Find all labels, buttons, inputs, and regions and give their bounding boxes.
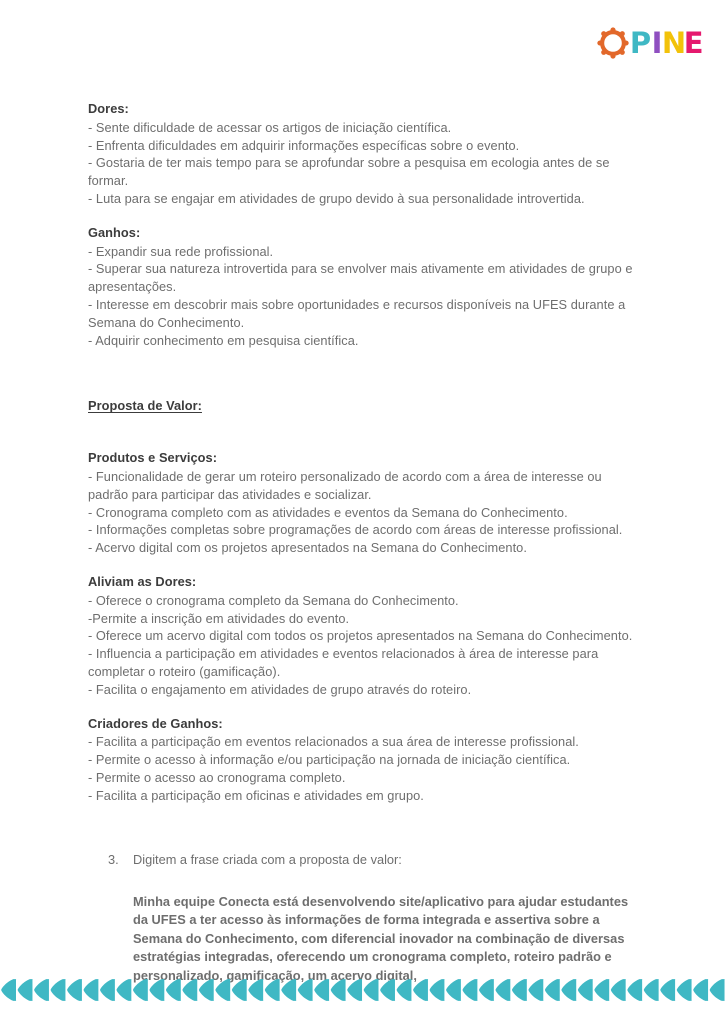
chevron-icon — [199, 979, 214, 1001]
chevron-icon — [133, 979, 148, 1001]
chevron-icon — [693, 979, 708, 1001]
section-criadores-de-ganhos — [88, 715, 644, 805]
chevron-icon — [397, 979, 412, 1001]
chevron-icon — [578, 979, 593, 1001]
chevron-icon — [331, 979, 346, 1001]
criadores-line-1: - Facilita a participação em eventos relacionados a sua área de interesse profissional. — [88, 734, 579, 750]
chevron-icon — [347, 979, 362, 1001]
chevron-icon — [1, 979, 16, 1001]
chevron-icon — [430, 979, 445, 1001]
opine-logo — [597, 22, 703, 64]
ganhos-line-4: - Adquirir conhecimento em pesquisa científica. — [88, 332, 359, 348]
section-aliviam-as-dores — [88, 573, 644, 699]
section-heading-aliviam-as-dores: Aliviam as Dores: — [88, 573, 197, 589]
chevron-icon — [265, 979, 280, 1001]
logo-letter-n: N — [661, 25, 686, 60]
section-heading-dores: Dores: — [88, 101, 129, 116]
chevron-icon — [166, 979, 181, 1001]
chevron-icon — [314, 979, 329, 1001]
dores-line-4: - Luta para se engajar em atividades de grupo devido à sua personalidade introvertida. — [88, 190, 585, 206]
chevron-icon — [380, 979, 395, 1001]
produtos-line-3: - Informações completas sobre programações de acordo com áreas de interesse profissional. — [88, 522, 623, 538]
sunburst-ring-icon — [597, 27, 629, 59]
chevron-icon — [281, 979, 296, 1001]
section-heading-ganhos: Ganhos: — [88, 224, 141, 240]
ganhos-line-1: - Expandir sua rede profissional. — [88, 243, 274, 259]
aliviam-line-4: - Influencia a participação em atividades e eventos relacionados à área de interesse para completar o roteiro (gamificação). — [88, 646, 599, 679]
chevron-icon — [298, 979, 313, 1001]
proposta-spacer — [88, 431, 644, 449]
chevron-icon — [232, 979, 247, 1001]
chevron-icon — [413, 979, 428, 1001]
section-heading-criadores-de-ganhos: Criadores de Ganhos: — [88, 715, 223, 731]
aliviam-line-5: - Facilita o engajamento em atividades de grupo através do roteiro. — [88, 681, 472, 697]
document-body — [88, 100, 644, 985]
section-heading-produtos-e-servicos: Produtos e Serviços: — [88, 450, 218, 466]
chevron-icon — [364, 979, 379, 1001]
chevron-icon — [84, 979, 99, 1001]
chevron-icon — [660, 979, 675, 1001]
chevron-icon — [644, 979, 659, 1001]
section-proposta-de-valor — [88, 397, 644, 415]
dores-line-2: - Enfrenta dificuldades em adquirir informações específicas sobre o evento. — [88, 137, 520, 153]
dores-line-3: - Gostaria de ter mais tempo para se aprofundar sobre a pesquisa em ecologia antes de se formar. — [88, 155, 610, 189]
produtos-line-2: - Cronograma completo com as atividades e eventos da Semana do Conhecimento. — [88, 504, 568, 520]
numbered-list-item-3 — [88, 851, 644, 869]
aliviam-line-1: - Oferece o cronograma completo da Semana do Conhecimento. — [88, 592, 459, 608]
chevron-icon — [182, 979, 197, 1001]
chevron-icon — [512, 979, 527, 1001]
logo-letter-p: P — [629, 25, 651, 60]
chevron-icon — [67, 979, 82, 1001]
chevron-icon — [627, 979, 642, 1001]
chevron-icon — [34, 979, 49, 1001]
dores-line-1: - Sente dificuldade de acessar os artigos de iniciação científica. — [88, 119, 452, 135]
section-spacer — [88, 365, 644, 397]
chevron-icon — [545, 979, 560, 1001]
produtos-line-1: - Funcionalidade de gerar um roteiro personalizado de acordo com a área de interesse ou padrão para participar das atividades e socializar. — [88, 468, 602, 502]
chevron-icon — [710, 979, 725, 1001]
ganhos-line-2: - Superar sua natureza introvertida para se envolver mais ativamente em atividades de grupo e apresentações. — [88, 261, 633, 295]
logo-letter-i: I — [651, 25, 662, 60]
chevron-icon — [594, 979, 609, 1001]
logo-letter-e: E — [683, 25, 703, 60]
chevron-icon — [479, 979, 494, 1001]
chevron-icon — [677, 979, 692, 1001]
section-produtos-e-servicos — [88, 449, 644, 557]
aliviam-line-2: -Permite a inscrição em atividades do evento. — [88, 610, 350, 626]
section-ganhos — [88, 224, 644, 350]
ganhos-line-3: - Interesse em descobrir mais sobre oportunidades e recursos disponíveis na UFES durante a Semana do Conhecimento. — [88, 296, 626, 330]
chevron-icon — [18, 979, 33, 1001]
chevron-icon — [528, 979, 543, 1001]
aliviam-line-3: - Oferece um acervo digital com todos os projetos apresentados na Semana do Conhecimento. — [88, 628, 633, 644]
chevron-icon — [150, 979, 165, 1001]
chevron-icon — [117, 979, 132, 1001]
chevron-icon — [611, 979, 626, 1001]
chevron-icon — [215, 979, 230, 1001]
chevron-icon — [446, 979, 461, 1001]
chevron-icon — [496, 979, 511, 1001]
list-number-marker: 3. — [108, 851, 119, 867]
chevron-icon — [100, 979, 115, 1001]
value-proposition-statement: Minha equipe Conecta está desenvolvendo site/aplicativo para ajudar estudantes da UFES a ter acesso às informações de forma integrada e assertiva sobre a Semana do Conhecimento, com diferencial inovador na combinação de diversas estratégias integradas, oferecendo um cronograma completo, roteiro padrão e personalizado, gamificação, um acervo digital, — [133, 893, 629, 983]
chevron-icon — [51, 979, 66, 1001]
criadores-line-2: - Permite o acesso à informação e/ou participação na jornada de iniciação científica. — [88, 752, 571, 768]
list-item-text: Digitem a frase criada com a proposta de valor: — [133, 851, 402, 867]
criadores-line-4: - Facilita a participação em oficinas e atividades em grupo. — [88, 787, 424, 803]
footer-chevron-band — [0, 978, 725, 1002]
produtos-line-4: - Acervo digital com os projetos apresentados na Semana do Conhecimento. — [88, 540, 527, 556]
chevron-icon — [463, 979, 478, 1001]
chevron-icon — [561, 979, 576, 1001]
section-heading-proposta-de-valor: Proposta de Valor: — [88, 398, 202, 414]
section-dores — [88, 100, 644, 208]
chevron-icon — [248, 979, 263, 1001]
criadores-line-3: - Permite o acesso ao cronograma completo. — [88, 769, 346, 785]
